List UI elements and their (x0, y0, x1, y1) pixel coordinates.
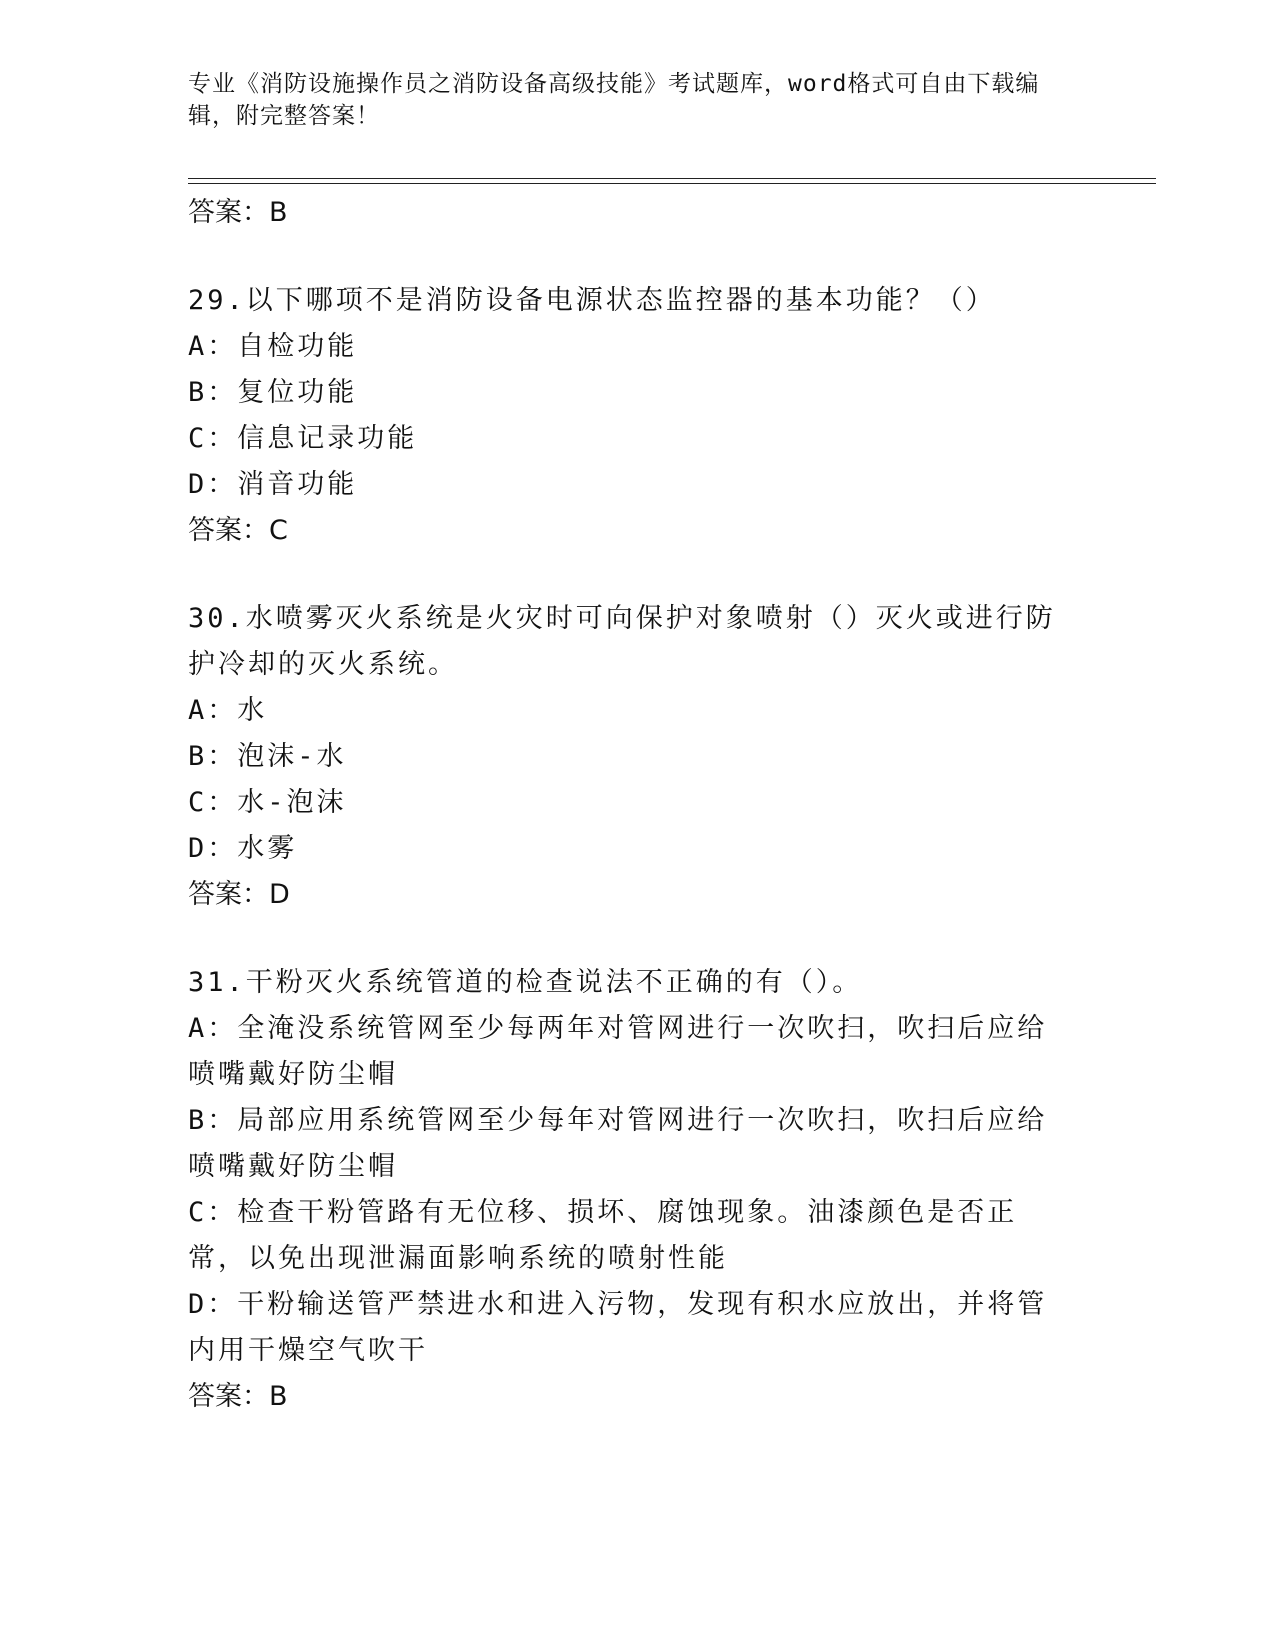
header-divider-secondary (188, 183, 1156, 184)
option-a: A：水 (188, 695, 268, 726)
answer-line: 答案：B (188, 197, 288, 228)
answer-line: 答案：B (188, 1381, 288, 1412)
option-b: B：复位功能 (188, 377, 358, 408)
option-c: C：信息记录功能 (188, 423, 418, 454)
question-stem: 30.水喷雾灭火系统是火灾时可向保护对象喷射（）灭火或进行防护冷却的灭火系统。 (188, 603, 1056, 680)
option-d: D：干粉输送管严禁进水和进入污物，发现有积水应放出，并将管内用干燥空气吹干 (188, 1289, 1048, 1366)
option-a: A：自检功能 (188, 331, 358, 362)
question-stem: 31.干粉灭火系统管道的检查说法不正确的有（）。 (188, 967, 863, 998)
option-c: C：检查干粉管路有无位移、损坏、腐蚀现象。油漆颜色是否正常，以免出现泄漏面影响系统的喷射性能 (188, 1197, 1018, 1274)
header-divider (188, 178, 1156, 179)
option-c: C：水-泡沫 (188, 787, 347, 818)
question-list (188, 190, 1068, 1420)
question-31 (188, 960, 1068, 1420)
option-b: B：泡沫-水 (188, 741, 347, 772)
answer-line: 答案：C (188, 515, 288, 546)
option-d: D：消音功能 (188, 469, 358, 500)
question-stem: 29.以下哪项不是消防设备电源状态监控器的基本功能？（） (188, 285, 996, 316)
question-30 (188, 596, 1068, 918)
option-a: A：全淹没系统管网至少每两年对管网进行一次吹扫，吹扫后应给喷嘴戴好防尘帽 (188, 1013, 1048, 1090)
option-d: D：水雾 (188, 833, 298, 864)
document-header: 专业《消防设施操作员之消防设备高级技能》考试题库，word格式可自由下载编辑，附完整答案！ (188, 71, 1040, 129)
question-29 (188, 278, 1068, 554)
option-b: B：局部应用系统管网至少每年对管网进行一次吹扫，吹扫后应给喷嘴戴好防尘帽 (188, 1105, 1048, 1182)
answer-line: 答案：D (188, 879, 290, 910)
